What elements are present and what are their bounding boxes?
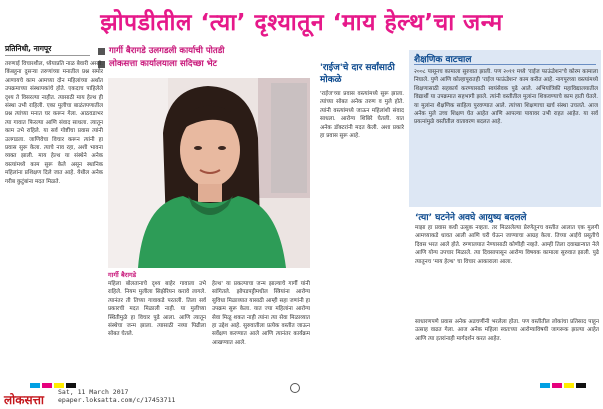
column-text: साधारणपणे प्रवास अनेक अडचणींनी भरलेला होता. पण वस्तीतील लोकांचा प्रतिसाद पाहून उत्साह वाढत गेला. आज अनेक महिला स्वतःच्या आरोग्याविषयी जागरूक झाल्या आहेत आणि त्या इतरांनाही मार्गदर्शन करत आहेत. — [415, 319, 599, 342]
magenta-swatch — [42, 383, 52, 388]
article-column-1 — [5, 60, 103, 378]
education-box-title: शैक्षणिक वाटचाल — [414, 55, 472, 65]
bullet-item — [98, 45, 313, 58]
epaper-url[interactable]: epaper.loksatta.com/c/17453711 — [58, 396, 176, 404]
footer-meta — [58, 388, 175, 404]
column-text: हेल्थ' या प्रकल्पाचा जन्म झाल्याचे गार्गी यांनी सांगितले. झोपडपट्टीमधील स्त्रियांना आरोग्य सुविधा मिळाव्यात यासाठी आम्ही सहा जणांनी हा उपक्रम सुरू केला. यात ज्या महिलांना आरोग्य सेवा मिळू शकत नाही त्यांना त्या सेवा मिळाव्यात हा उद्देश आहे. सुरुवातीला प्रत्येक वस्तीत जाऊन सर्वेक्षण करण्यात आले आणि त्यानंतर कार्यक्रम आखण्यात आले. — [212, 281, 310, 346]
column-text: माझा हा प्रवास कधी उत्सुक नव्हता. तर मिळालेल्या प्रेरणेतूनच वस्तीत आलात एक मुलगी आमच्याकडे धावत आली आणि घरी घेऊन जाण्याचा आग्रह केला. तिच्या आईचे प्रसूतीचे दिवस भरत आले होते. रुग्णालयात नेण्यासाठी कोणीही नव्हते. आम्ही तिला दवाखान्यात नेले आणि योग्य उपचार मिळाले. त्या दिवसापासून आरोग्य विषयक कामाला सुरुवात झाली. पुढे त्यातूनच 'माय हेल्थ' चा विचार आकाराला आला. — [415, 225, 599, 265]
square-bullet-icon — [98, 48, 105, 55]
edition-date: Sat, 11 March 2017 — [58, 388, 129, 396]
photo-caption — [108, 270, 310, 279]
column-text: महिला बोलतानाचे दृश्य बाहेर गावाला उभे राहिले. नियम मुलीला सिझेरियन करावे लागले. त्यानंतर ती तिच्या गावाकडे परतली. तिला सर्व प्रकारची मदत मिळाली नाही. या मुलीच्या स्थितीमुळे हा विचार पुढे आला. आणि त्यातून संस्थेचा जन्म झाला. त्यासाठी नव्या पिढीला सोबत घेतले. — [108, 281, 206, 338]
color-swatches-right — [540, 383, 586, 388]
portrait-photo-image — [108, 78, 310, 268]
cyan-swatch — [30, 383, 40, 388]
article-column-4 — [320, 90, 404, 378]
column-text: तरुणाई विचारशील, ध्येयाप्रति नाळ बेवारी असते. किंबहुना दुसऱ्या तरुणांच्या मनातील प्रश्न समोर आणायचे काम आमच्या दोन महिलांच्या अर्थात उपक्रमाच्या संस्थापकांचे होते. एकदाच पाहिलेले दृश्य ते विसरल्या नाहीत. त्यासाठी माय हेल्थ ही संस्था उभी राहिली. एका मुलीचा बाळंतपणातील प्रश्न त्यांच्या मनात घर करून गेला. आठवडाभर त्या गावात फिरल्या आणि संवाद साधला. त्यातून काम उभे राहिले. या सर्व गोष्टींचा प्रवास त्यांनी उलगडला. जाणिवेचा विचार करून त्यांनी हा प्रवास सुरू केला. त्याचे नाव रहा, अशी भावना व्यक्त झाली. माय हेल्थ या संस्थेने अनेक वस्त्यांमध्ये काम सुरू केले असून स्थानिक महिलांना प्रशिक्षण दिले जात आहे. येथील अनेक गरीब कुटुंबांना मदत मिळते. — [5, 61, 103, 185]
byline-divider — [5, 55, 90, 56]
magenta-swatch — [552, 383, 562, 388]
column-text: २००८ पासूनच कामाला सुरुवात झाली. पण २०११ मध्ये 'राईज फाऊंडेशन'चे कोरम कामाला निघाले. पुणे आणि कोल्हापूरातही 'राईज फाऊंडेशन' काम करीत आहे. नागपूरच्या वस्त्यांमध्ये शिक्षणासाठी सहकार्य करण्यासाठी स्वयंसेवक पुढे आले. अभियांत्रिकी महाविद्यालयातील विद्यार्थी या उपक्रमात सहभागी झाले. त्यांनी वस्तीतील मुलांना शिकवण्याचे काम हाती घेतले. या मुलांना शैक्षणिक साहित्य पुरवण्यात आले. त्यांच्या शिक्षणाचा खर्च संस्था उचलते. आज अनेक मुले उच्च शिक्षण घेत आहेत आणि आपल्या पायावर उभी राहत आहेत. या सर्व प्रयत्नांमुळे वस्तीतील वातावरण बदलत आहे. — [414, 69, 598, 126]
article-column-3 — [212, 280, 310, 378]
bullet-text: लोकसत्ता कार्यालयाला सदिच्छा भेट — [109, 59, 217, 69]
headline: झोपडीतील ‘त्या’ दृश्यातून ‘माय हेल्थ’चा जन्म — [100, 10, 503, 36]
education-box-divider — [414, 64, 596, 65]
byline: प्रतिनिधी, नागपूर — [5, 44, 52, 53]
caption-name: गार्गी बैरागडे — [108, 271, 137, 279]
loksatta-logo — [4, 391, 44, 408]
bullet-item — [98, 58, 313, 71]
second-section-title: ‘त्या’ घटनेने अवघे आयुष्य बदलले — [415, 213, 527, 223]
cyan-swatch — [540, 383, 550, 388]
registration-mark-icon — [290, 383, 300, 393]
headline-bar — [0, 0, 603, 42]
column-text: 'राईज'च्या प्रवास वस्त्यांमध्ये सुरू झाला. त्यांच्या सोबत अनेक तरुण व मुले होते. त्यांनी वस्त्यांमध्ये जाऊन महिलांशी संवाद साधला. आरोग्य शिबिरे घेतली. यात अनेक डॉक्टरांनी मदत केली. अशा प्रकारे हा प्रवास सुरू आहे. — [320, 91, 404, 140]
education-box-text — [414, 68, 598, 204]
portrait-photo — [108, 78, 310, 268]
yellow-swatch — [564, 383, 574, 388]
subhead-bullets — [98, 45, 313, 71]
black-swatch — [576, 383, 586, 388]
side-section-title: 'राईज'चे दार सर्वांसाठी मोकळे — [320, 63, 395, 85]
article-column-2 — [108, 280, 206, 378]
logo-text: लोकसत्ता — [4, 393, 44, 407]
second-section-text — [415, 224, 599, 312]
bullet-text: गार्गी बैरागडे उलगडली कार्याची पोतडी — [109, 46, 225, 56]
bottom-section-text — [415, 318, 599, 378]
